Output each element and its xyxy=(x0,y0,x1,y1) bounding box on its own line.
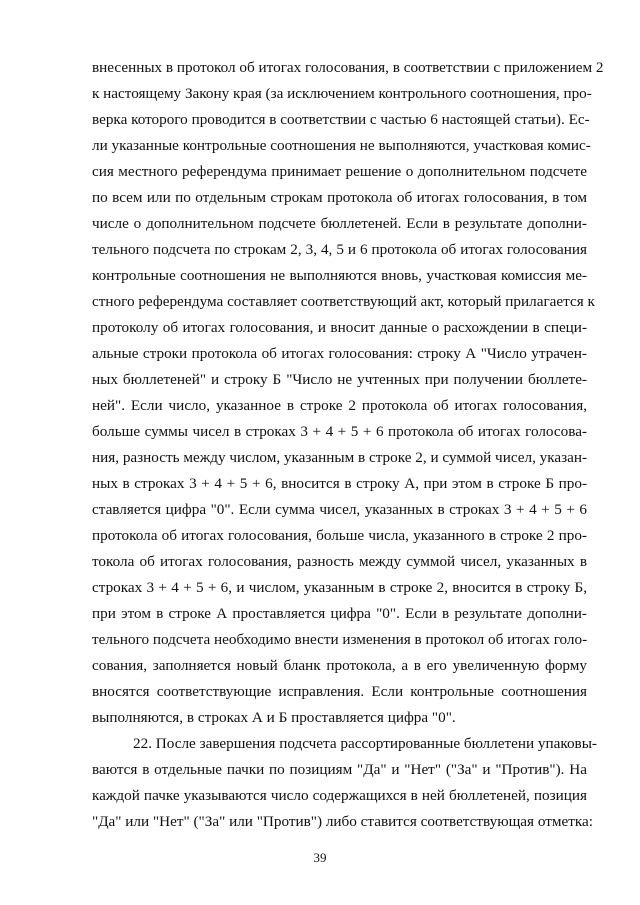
text-line: при этом в строке А проставляется цифра "0". Если в результате дополни- xyxy=(92,605,587,622)
text-line: протокола об итогах голосования, больше числа, указанного в строке 2 про- xyxy=(92,527,587,544)
text-line: по всем или по отдельным строкам протокола об итогах голосования, в том xyxy=(92,189,587,206)
text-line: ставляется цифра "0". Если сумма чисел, указанных в строках 3 + 4 + 5 + 6 xyxy=(92,501,587,518)
text-line: сия местного референдума принимает решение о дополнительном подсчете xyxy=(92,163,587,180)
text-line: ных бюллетеней" и строку Б "Число не учтенных при получении бюллете- xyxy=(92,371,587,388)
text-line: больше суммы чисел в строках 3 + 4 + 5 + 6 протокола об итогах голосова- xyxy=(92,423,587,440)
text-line: верка которого проводится в соответствии с частью 6 настоящей статьи). Ес- xyxy=(92,111,590,128)
text-line: тельного подсчета по строкам 2, 3, 4, 5 и 6 протокола об итогах голосования xyxy=(92,241,587,258)
text-line: выполняются, в строках А и Б проставляется цифра "0". xyxy=(92,709,456,726)
text-line: числе о дополнительном подсчете бюллетеней. Если в результате дополни- xyxy=(92,215,587,232)
text-line: каждой пачке указываются число содержащихся в ней бюллетеней, позиция xyxy=(92,787,587,804)
text-line: внесенных в протокол об итогах голосования, в соответствии с приложением 2 xyxy=(92,59,604,76)
text-line: тельного подсчета необходимо внести изменения в протокол об итогах голо- xyxy=(92,631,588,648)
text-line: к настоящему Закону края (за исключением контрольного соотношения, про- xyxy=(92,85,592,102)
text-line: ней". Если число, указанное в строке 2 протокола об итогах голосования, xyxy=(92,397,587,414)
text-line: стного референдума составляет соответствующий акт, который прилагается к xyxy=(92,293,595,310)
text-line: вносятся соответствующие исправления. Если контрольные соотношения xyxy=(92,683,587,700)
page-number: 39 xyxy=(313,850,327,865)
text-line: 22. После завершения подсчета рассортированные бюллетени упаковы- xyxy=(133,735,597,752)
text-line: альные строки протокола об итогах голосования: строку А "Число утрачен- xyxy=(92,345,587,362)
text-line: сования, заполняется новый бланк протокола, а в его увеличенную форму xyxy=(92,657,587,674)
text-line: ваются в отдельные пачки по позициям "Да" и "Нет" ("За" и "Против"). На xyxy=(92,761,587,778)
text-line: ных в строках 3 + 4 + 5 + 6, вносится в строку А, при этом в строке Б про- xyxy=(92,475,587,492)
text-line: ли указанные контрольные соотношения не выполняются, участковая комис- xyxy=(92,137,591,154)
text-line: протоколу об итогах голосования, и вносит данные о расхождении в специ- xyxy=(92,319,587,336)
text-line: строках 3 + 4 + 5 + 6, и числом, указанным в строке 2, вносится в строку Б, xyxy=(92,579,587,596)
text-line: ния, разность между числом, указанным в строке 2, и суммой чисел, указан- xyxy=(92,449,588,466)
text-line: "Да" или "Нет" ("За" или "Против") либо ставится соответствующая отметка: xyxy=(92,813,593,830)
text-line: токола об итогах голосования, разность между суммой чисел, указанных в xyxy=(92,553,587,570)
text-line: контрольные соотношения не выполняются вновь, участковая комиссия ме- xyxy=(92,267,587,284)
